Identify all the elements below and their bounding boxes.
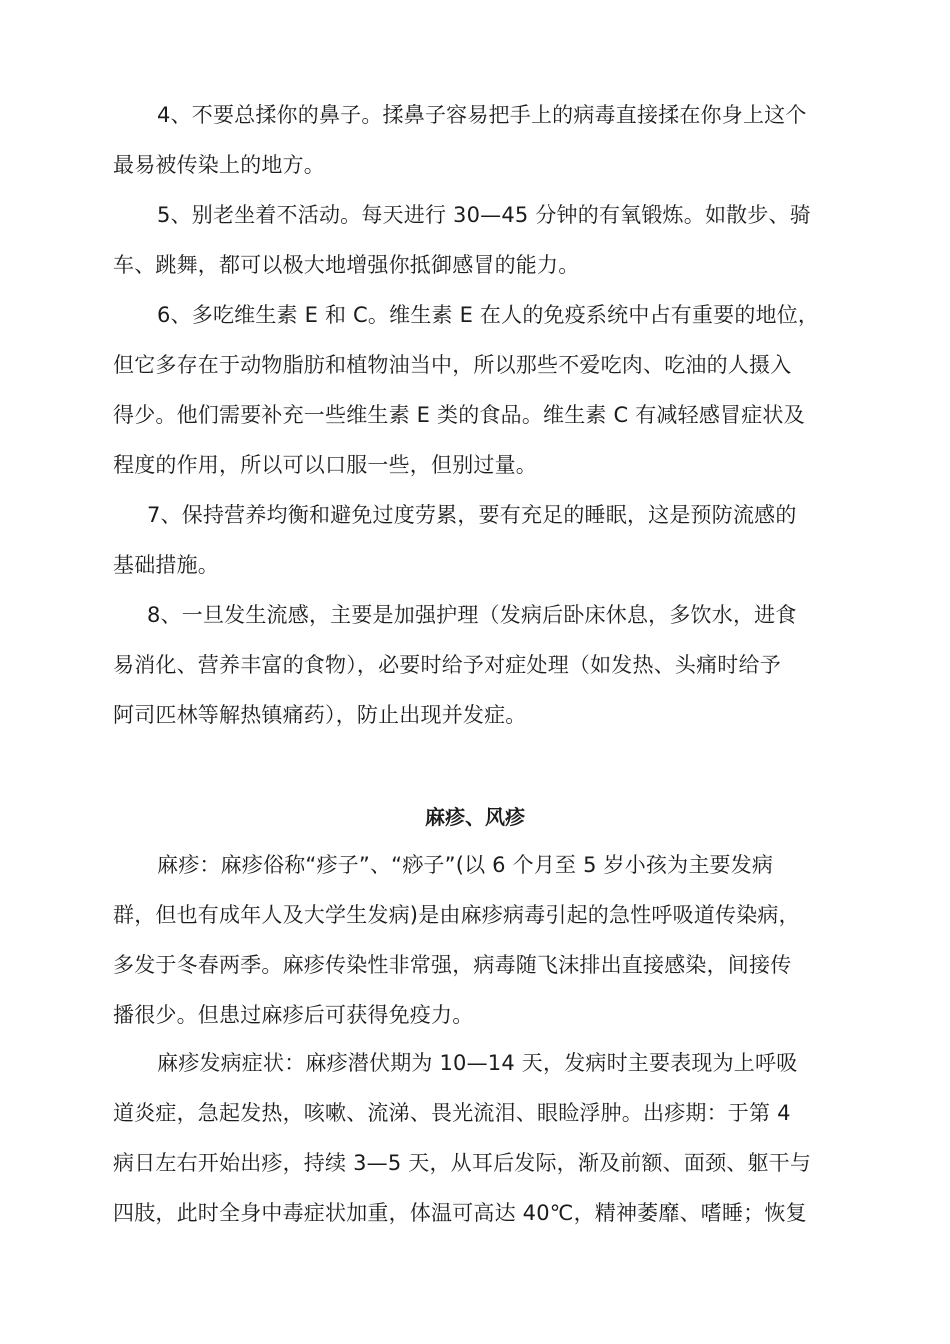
paragraph-4-line-2: 最易被传染上的地方。 bbox=[113, 153, 325, 177]
paragraph-4-line-1: 4、不要总揉你的鼻子。揉鼻子容易把手上的病毒直接揉在你身上这个 bbox=[157, 103, 807, 127]
measles-intro-line-4: 播很少。但患过麻疹后可获得免疫力。 bbox=[113, 1003, 474, 1027]
paragraph-6-line-2: 但它多存在于动物脂肪和植物油当中，所以那些不爱吃肉、吃油的人摄入 bbox=[113, 353, 792, 377]
measles-intro-line-3: 多发于冬春两季。麻疹传染性非常强，病毒随飞沫排出直接感染，间接传 bbox=[113, 953, 792, 977]
section-heading: 麻疹、风疹 bbox=[425, 805, 525, 829]
paragraph-8-line-1: 8、一旦发生流感，主要是加强护理（发病后卧床休息，多饮水，进食 bbox=[147, 603, 797, 627]
paragraph-7-line-2: 基础措施。 bbox=[113, 553, 219, 577]
measles-intro-line-1: 麻疹：麻疹俗称“疹子”、“痧子”(以 6 个月至 5 岁小孩为主要发病 bbox=[157, 853, 774, 877]
paragraph-7-line-1: 7、保持营养均衡和避免过度劳累，要有充足的睡眠，这是预防流感的 bbox=[147, 503, 797, 527]
paragraph-8-line-2: 易消化、营养丰富的食物），必要时给予对症处理（如发热、头痛时给予 bbox=[113, 653, 781, 677]
paragraph-6-line-4: 程度的作用，所以可以口服一些，但别过量。 bbox=[113, 453, 537, 477]
paragraph-8-line-3: 阿司匹林等解热镇痛药），防止出现并发症。 bbox=[113, 703, 527, 727]
measles-symptoms-line-2: 道炎症，急起发热，咳嗽、流涕、畏光流泪、眼睑浮肿。出疹期：于第 4 bbox=[113, 1101, 791, 1125]
paragraph-6-line-3: 得少。他们需要补充一些维生素 E 类的食品。维生素 C 有减轻感冒症状及 bbox=[113, 403, 805, 427]
paragraph-6-line-1: 6、多吃维生素 E 和 C。维生素 E 在人的免疫系统中占有重要的地位， bbox=[157, 303, 820, 327]
paragraph-5-line-1: 5、别老坐着不活动。每天进行 30—45 分钟的有氧锻炼。如散步、骑 bbox=[157, 203, 811, 227]
measles-symptoms-line-4: 四肢，此时全身中毒症状加重，体温可高达 40℃，精神萎靡、嗜睡；恢复 bbox=[113, 1201, 807, 1225]
measles-intro-line-2: 群，但也有成年人及大学生发病)是由麻疹病毒引起的急性呼吸道传染病， bbox=[113, 903, 800, 927]
measles-symptoms-line-3: 病日左右开始出疹，持续 3—5 天，从耳后发际，渐及前额、面颈、躯干与 bbox=[113, 1151, 812, 1175]
paragraph-5-line-2: 车、跳舞，都可以极大地增强你抵御感冒的能力。 bbox=[113, 253, 580, 277]
measles-symptoms-line-1: 麻疹发病症状：麻疹潜伏期为 10—14 天，发病时主要表现为上呼吸 bbox=[157, 1051, 798, 1075]
